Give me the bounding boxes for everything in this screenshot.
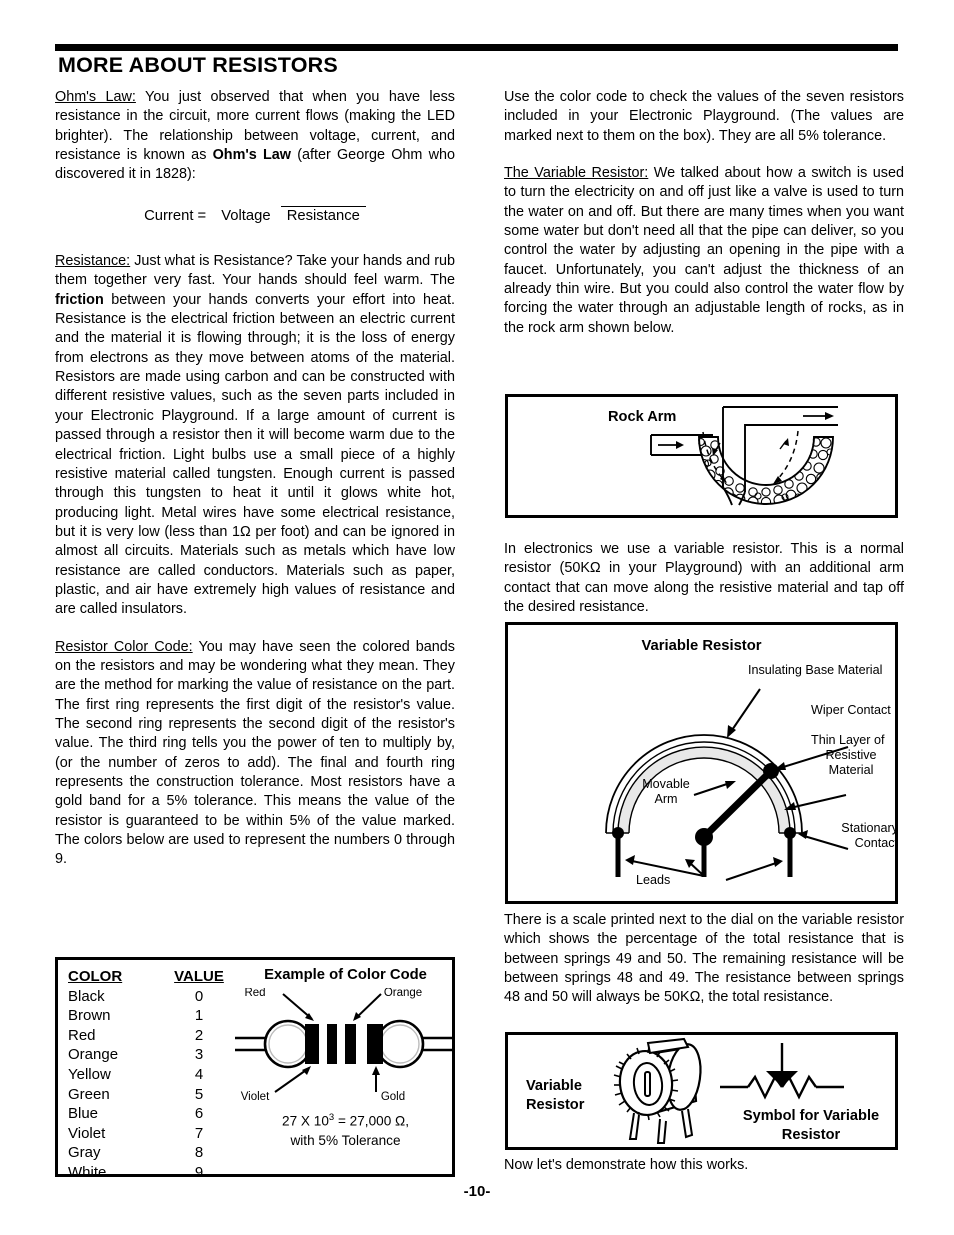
label-thin-layer-line3: Material [828, 763, 874, 777]
cell-value: 1 [194, 1007, 204, 1025]
table-row [68, 1104, 235, 1124]
label-insulating-base: Insulating Base Material [748, 663, 883, 677]
cell-color: Orange [68, 1046, 119, 1064]
right-column-top [504, 88, 904, 338]
variable-resistor-figure-box [505, 622, 898, 904]
equation-post: = 27,000 Ω, [334, 1113, 409, 1129]
symbol-figure-box [505, 1032, 898, 1150]
left-column [55, 88, 455, 870]
ohms-law-heading: Ohm's Law: [55, 89, 136, 105]
label-stationary-line1: Stationary [841, 821, 898, 835]
paragraph-electronics-note: In electronics we use a variable resistor. This is a normal resistor (50KΩ in your Playground) with an additional arm contact that can move along the resistive material and tap off the desired resistance. [504, 541, 904, 616]
color-code-text: You may have seen the colored bands on the resistors and may be wondering what they mean. They are the method for marking the value of resistance on the part. The first ring represents the first digit of the resistor's value. The second ring represents the second digit of the resistor's value. The third ring tells you the power of ten to multiply by, (or the number of zeros to add). The final and fourth ring represents the construction tolerance. Most resistors have a gold band for a 5% tolerance. This means the value of the resistor is guaranteed to be within 5% of the value marked. The colors below are used to represent the numbers 0 through 9. [55, 638, 455, 868]
label-stationary-line2: Contact [854, 836, 898, 850]
band-label-orange: Orange [383, 988, 423, 999]
cell-color: Red [68, 1026, 96, 1044]
cell-color: Green [68, 1085, 110, 1103]
cell-value: 4 [194, 1065, 204, 1083]
page-number: -10- [463, 1183, 491, 1200]
rock-arm-title: Rock Arm [608, 409, 677, 425]
equation-exponent: 3 [328, 1112, 335, 1123]
variable-resistor-text: We talked about how a switch is used to turn the electricity on and off just like a valve is used to turn the water on and off. But there are many times when you want some water but don't need all that the pipe can deliver, so you control the water by adjusting an opening in the pipe with a faucet. Unfortunately, you can't adjust the thickness of an already thin wire. But you could also control the water flow by forcing the water through an adjustable length of rocks, as in the rock arm shown below. [504, 165, 904, 336]
cell-color: White [68, 1163, 107, 1181]
table-row [68, 1163, 235, 1183]
rock-arm-figure-box [505, 394, 898, 518]
paragraph-check-values: Use the color code to check the values of the seven resistors included in your Electronic Playground. (The values are marked next to them on the box). They are all 5% tolerance. [504, 89, 904, 144]
color-code-heading: Resistor Color Code: [55, 638, 193, 655]
formula-lhs: Current = [144, 207, 207, 224]
cell-color: Brown [68, 1007, 111, 1025]
cell-value: 6 [194, 1105, 204, 1123]
table-row [68, 1045, 235, 1065]
closing-line: Now let's demonstrate how this works. [504, 1157, 749, 1173]
color-code-figure-box [55, 957, 455, 1181]
equation-pre: 27 X 10 [282, 1113, 329, 1129]
paragraph-variable-resistor-intro [504, 164, 904, 338]
band-label-violet: Violet [240, 1091, 270, 1103]
label-stationary-contact [826, 821, 898, 851]
symbol-left-line1: Variable [526, 1078, 582, 1094]
right-column-lower [504, 911, 904, 1008]
symbol-right-label [730, 1107, 892, 1145]
cell-value: 9 [194, 1163, 204, 1181]
resistance-text-1: Just what is Resistance? Take your hands and rub them together very fast. Your hands should feel warm. The [55, 253, 455, 289]
right-column-mid [504, 540, 904, 617]
cell-value: 0 [194, 987, 204, 1005]
table-row [68, 1143, 235, 1163]
label-movable-arm-line1: Movable [642, 777, 690, 791]
equation-line-2: with 5% Tolerance [290, 1132, 401, 1148]
variable-resistor-heading: The Variable Resistor: [504, 165, 649, 182]
symbol-right-line2: Resistor [781, 1127, 841, 1143]
cell-value: 8 [194, 1144, 204, 1162]
ohms-law-bold-term: Ohm's Law [212, 147, 291, 164]
formula-numerator: Voltage [221, 207, 271, 224]
header-value: VALUE [174, 968, 224, 985]
resistance-heading: Resistance: [55, 253, 131, 270]
table-row [68, 1124, 235, 1144]
cell-color: Yellow [68, 1065, 111, 1083]
resistance-bold-term: friction [55, 291, 104, 308]
label-leads: Leads [636, 873, 671, 887]
band-label-gold: Gold [380, 1091, 406, 1103]
cell-value: 3 [194, 1046, 204, 1064]
color-code-table [68, 967, 235, 1183]
cell-value: 5 [194, 1085, 204, 1103]
cell-value: 2 [194, 1026, 204, 1044]
paragraph-color-code [55, 638, 455, 870]
resistance-text-2: between your hands converts your effort into heat. Resistance is the electrical friction between an electric current and the material it is flowing through; it is the loss of energy from electrons as they move between atoms of the material. Resistors are made using carbon and can be constructed with different resistive values, such as the seven parts included in your Electronic Playground. If a large amount of current is passed through a resistor then it will become warm due to the electrical friction. Light bulbs use a small piece of a highly resistive material called tungsten. Enough current is passed through this tungsten to heat it until it glows white hot, producing light. Metal wires have some electrical resistance, but it is very low (less than 1Ω per foot) and can be ignored in almost all circuits. Materials such as metals which have low resistance are called conductors. Materials such as paper, plastic, and air have extremely high values of resistance and are called insulators. [55, 291, 455, 618]
rock-arm-diagram [508, 397, 895, 515]
label-movable-arm-line2: Arm [654, 792, 678, 806]
label-movable-arm [631, 777, 701, 807]
example-title: Example of Color Code [264, 967, 427, 983]
symbol-left-line2: Resistor [526, 1097, 585, 1113]
table-row [68, 1026, 235, 1046]
paragraph-ohms-law [55, 88, 455, 185]
symbol-right-line1: Symbol for Variable [742, 1108, 880, 1124]
title-rule [55, 44, 898, 51]
ohms-law-text-1: You just observed that when you have less resistance in the circuit, more current flows (making the LED brighter). The relationship between voltage, current, and resistance is known as [55, 89, 455, 164]
cell-color: Black [68, 987, 105, 1005]
band-label-red: Red [244, 988, 266, 999]
formula-denominator: Resistance [281, 206, 366, 224]
label-wiper-contact: Wiper Contact [811, 703, 891, 717]
cell-value: 7 [194, 1124, 204, 1142]
label-thin-layer [811, 733, 891, 778]
cell-color: Blue [68, 1105, 99, 1123]
resistor-diagram [233, 988, 455, 1103]
table-header-row [68, 967, 235, 987]
table-row [68, 1085, 235, 1105]
label-thin-layer-line1: Thin Layer of [811, 733, 885, 747]
page-title: MORE ABOUT RESISTORS [58, 53, 338, 77]
paragraph-scale-note: There is a scale printed next to the dial on the variable resistor which shows the percentage of the total resistance that is between springs 49 and 50. The remaining resistance will be between springs 48 and 49. The resistance between springs 48 and 50 will always be 50KΩ, the total resistance. [504, 912, 904, 1006]
paragraph-resistance [55, 252, 455, 620]
example-equation [243, 1108, 448, 1150]
variable-resistor-title: Variable Resistor [641, 638, 762, 654]
formula-fraction [215, 207, 366, 226]
label-thin-layer-line2: Resistive [825, 748, 877, 762]
table-row [68, 987, 235, 1007]
cell-color: Violet [68, 1124, 106, 1142]
table-row [68, 1006, 235, 1026]
table-row [68, 1065, 235, 1085]
ohms-law-text-2: (after George Ohm who discovered it in 1828): [55, 147, 455, 183]
header-color: COLOR [68, 968, 123, 985]
cell-color: Gray [68, 1144, 101, 1162]
ohms-law-formula [55, 207, 455, 226]
equation-line-1 [243, 1108, 448, 1131]
